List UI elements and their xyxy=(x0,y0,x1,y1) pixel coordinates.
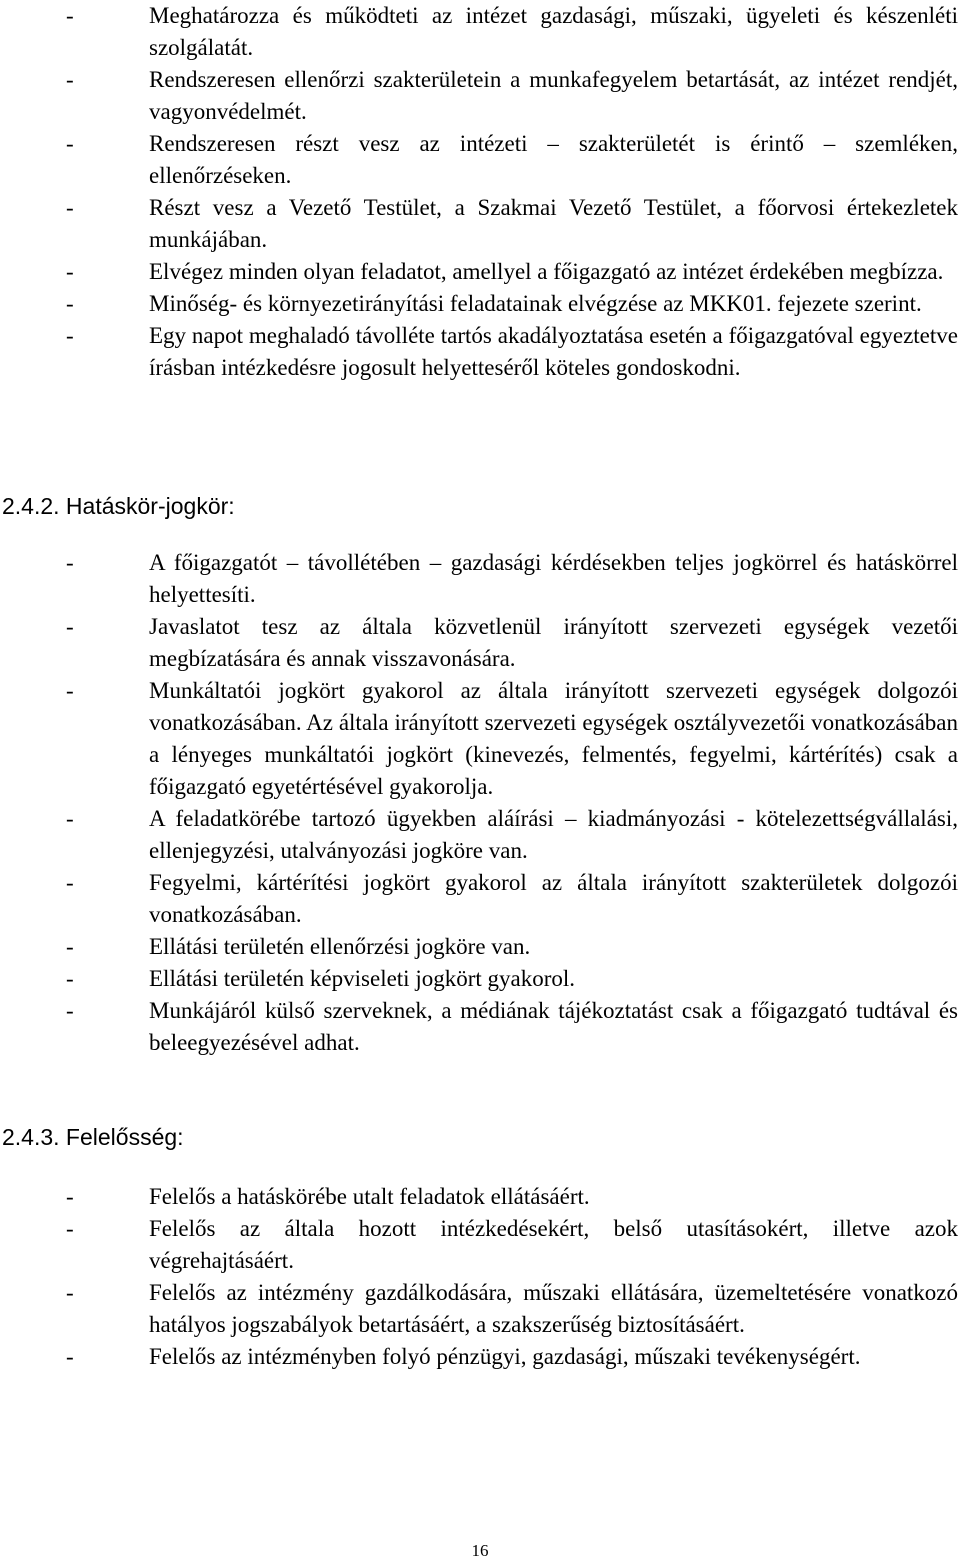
list-item-text: A feladatkörébe tartozó ügyekben aláírási – kiadmányozási - kötelezettségvállalási, ellenjegyzési, utalványozási jogköre van. xyxy=(149,806,958,863)
list-item-text: Minőség- és környezetirányítási feladatainak elvégzése az MKK01. fejezete szerint. xyxy=(149,291,922,316)
section-heading-hataskor: 2.4.2. Hatáskör-jogkör: xyxy=(2,493,235,519)
responsibility-list xyxy=(0,1181,960,1373)
list-item-text: Munkáltatói jogkört gyakorol az általa irányított szervezeti egységek dolgozói vonatkozásában. Az általa irányított szervezeti egységek osztályvezetői vonatkozásában a lényeges munkáltatói jogkört (kinevezés, felmentés, fegyelmi, kártérítés) csak a főigazgató egyetértésével gyakorolja. xyxy=(149,678,958,799)
bullet-dash: - xyxy=(66,3,74,28)
bullet-dash: - xyxy=(66,323,74,348)
list-item-text: Felelős az intézményben folyó pénzügyi, gazdasági, műszaki tevékenységért. xyxy=(149,1344,861,1369)
bullet-dash: - xyxy=(66,806,74,831)
list-item-text: Ellátási területén ellenőrzési jogköre van. xyxy=(149,934,531,959)
list-item-text: Rendszeresen részt vesz az intézeti – szakterületét is érintő – szemléken, ellenőrzéseken. xyxy=(149,131,958,188)
list-item xyxy=(0,547,960,611)
duties-list xyxy=(0,0,960,384)
list-item xyxy=(0,64,960,128)
list-item xyxy=(0,192,960,256)
list-item xyxy=(0,0,960,64)
bullet-dash: - xyxy=(66,678,74,703)
list-item xyxy=(0,1277,960,1341)
list-item xyxy=(0,611,960,675)
list-item-text: Munkájáról külső szerveknek, a médiának tájékoztatást csak a főigazgató tudtával és beleegyezésével adhat. xyxy=(149,998,958,1055)
list-item-text: Felelős a hatáskörébe utalt feladatok ellátásáért. xyxy=(149,1184,590,1209)
list-item xyxy=(0,963,960,995)
bullet-dash: - xyxy=(66,998,74,1023)
bullet-dash: - xyxy=(66,67,74,92)
list-item xyxy=(0,256,960,288)
list-item-text: Részt vesz a Vezető Testület, a Szakmai Vezető Testület, a főorvosi értekezletek munkájában. xyxy=(149,195,958,252)
list-item-text: Felelős az általa hozott intézkedésekért, belső utasításokért, illetve azok végrehajtásáért. xyxy=(149,1216,958,1273)
list-item-text: Fegyelmi, kártérítési jogkört gyakorol az általa irányított szakterületek dolgozói vonatkozásában. xyxy=(149,870,958,927)
list-item-text: Felelős az intézmény gazdálkodására, műszaki ellátására, üzemeltetésére vonatkozó hatályos jogszabályok betartásáért, a szakszerűség biztosításáért. xyxy=(149,1280,958,1337)
bullet-dash: - xyxy=(66,291,74,316)
list-item xyxy=(0,128,960,192)
list-item xyxy=(0,675,960,803)
list-item-text: A főigazgatót – távollétében – gazdasági kérdésekben teljes jogkörrel és hatáskörrel helyettesíti. xyxy=(149,550,958,607)
bullet-dash: - xyxy=(66,614,74,639)
bullet-dash: - xyxy=(66,934,74,959)
list-item xyxy=(0,803,960,867)
authority-list xyxy=(0,547,960,1059)
bullet-dash: - xyxy=(66,195,74,220)
list-item-text: Meghatározza és működteti az intézet gazdasági, műszaki, ügyeleti és készenléti szolgálatát. xyxy=(149,3,958,60)
list-item-text: Egy napot meghaladó távolléte tartós akadályoztatása esetén a főigazgatóval egyeztetve írásban intézkedésre jogosult helyetteséről köteles gondoskodni. xyxy=(149,323,958,380)
bullet-dash: - xyxy=(66,131,74,156)
section-heading-felelosseg: 2.4.3. Felelősség: xyxy=(2,1124,184,1150)
list-item xyxy=(0,320,960,384)
list-item xyxy=(0,1341,960,1373)
bullet-dash: - xyxy=(66,1280,74,1305)
bullet-dash: - xyxy=(66,550,74,575)
bullet-dash: - xyxy=(66,259,74,284)
list-item-text: Ellátási területén képviseleti jogkört gyakorol. xyxy=(149,966,576,991)
list-item xyxy=(0,867,960,931)
bullet-dash: - xyxy=(66,1216,74,1241)
list-item xyxy=(0,995,960,1059)
list-item xyxy=(0,1213,960,1277)
page-number: 16 xyxy=(471,1541,489,1560)
list-item xyxy=(0,1181,960,1213)
bullet-dash: - xyxy=(66,966,74,991)
bullet-dash: - xyxy=(66,1184,74,1209)
list-item xyxy=(0,931,960,963)
bullet-dash: - xyxy=(66,1344,74,1369)
list-item xyxy=(0,288,960,320)
list-item-text: Javaslatot tesz az általa közvetlenül irányított szervezeti egységek vezetői megbízatására és annak visszavonására. xyxy=(149,614,958,671)
list-item-text: Rendszeresen ellenőrzi szakterületein a munkafegyelem betartását, az intézet rendjét, vagyonvédelmét. xyxy=(149,67,958,124)
bullet-dash: - xyxy=(66,870,74,895)
list-item-text: Elvégez minden olyan feladatot, amellyel a főigazgató az intézet érdekében megbízza. xyxy=(149,259,944,284)
